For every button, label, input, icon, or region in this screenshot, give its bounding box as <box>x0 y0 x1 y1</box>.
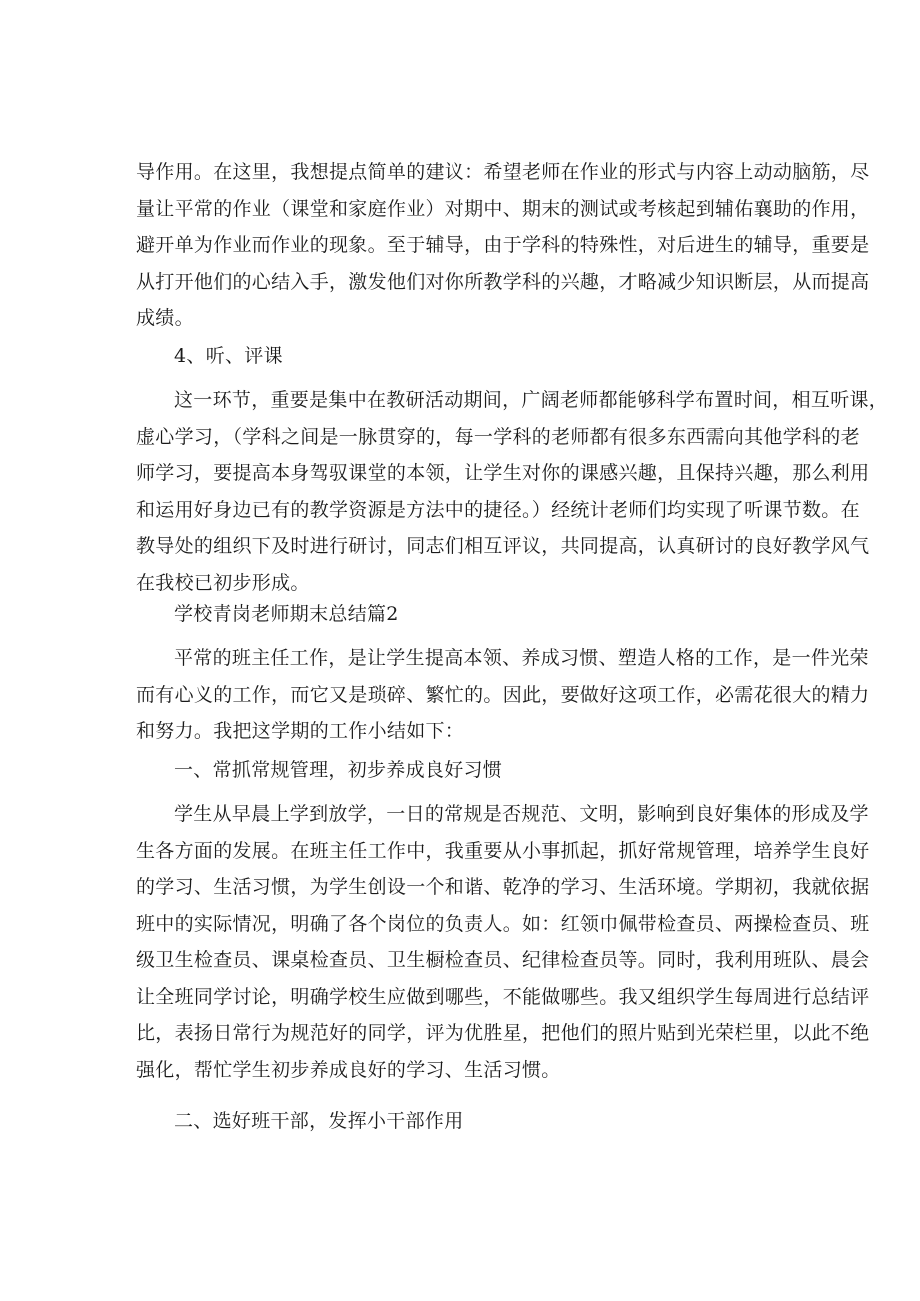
paragraph-lesson-observation <box>136 382 889 601</box>
text-line: 级卫生检查员、课桌检查员、卫生橱检查员、纪律检查员等。同时，我利用班队、晨会 <box>136 949 870 971</box>
text-line: 量让平常的作业（课堂和家庭作业）对期中、期末的测试或考核起到辅佑襄助的作用， <box>136 197 870 220</box>
text-line: 班中的实际情况，明确了各个岗位的负责人。如：红领巾佩带检查员、两操检查员、班 <box>136 912 870 935</box>
paragraph-homework-advice <box>136 154 870 337</box>
text-line: 让全班同学讨论，明确学校生应做到哪些，不能做哪些。我又组织学生每周进行总结评 <box>136 985 870 1008</box>
text-line: 虚心学习，（学科之间是一脉贯穿的，每一学科的老师都有很多东西需向其他学科的老 <box>136 425 860 448</box>
text-line: 这一环节，重要是集中在教研活动期间，广阔老师都能够科学布置时间，相互听课， <box>174 389 889 411</box>
text-line: 避开单为作业而作业的现象。至于辅导，由于学科的特殊性，对后进生的辅导，重要是 <box>136 234 870 256</box>
section-heading: 4、听、评课 <box>174 345 283 367</box>
text-line: 和运用好身边已有的教学资源是方法中的捷径。）经统计老师们均实现了听课节数。在 <box>136 498 860 521</box>
text-line: 平常的班主任工作，是让学生提高本领、养成习惯、塑造人格的工作，是一件光荣 <box>174 647 869 669</box>
text-line: 在我校已初步形成。 <box>136 571 310 594</box>
paragraph-routine-management <box>136 796 870 1088</box>
section-heading: 二、选好班干部，发挥小干部作用 <box>174 1110 464 1132</box>
heading-routine-management <box>136 752 796 789</box>
heading-article-2 <box>136 596 796 633</box>
text-line: 教导处的组织下及时进行研讨，同志们相互评议，共同提高，认真研讨的良好教学风气 <box>136 535 870 557</box>
text-line: 师学习，要提高本身驾驭课堂的本领，让学生对你的课感兴趣，且保持兴趣，那么利用 <box>136 462 870 484</box>
article-title: 学校青岗老师期末总结篇2 <box>174 603 399 625</box>
paragraph-class-teacher-intro <box>136 640 870 750</box>
text-line: 和努力。我把这学期的工作小结如下： <box>136 720 465 742</box>
section-heading: 一、常抓常规管理，初步养成良好习惯 <box>174 759 503 781</box>
text-line: 而有心义的工作，而它又是琐碎、繁忙的。因此，要做好这项工作，必需花很大的精力 <box>136 683 870 706</box>
heading-class-cadres <box>136 1103 796 1140</box>
text-line: 的学习、生活习惯，为学生创设一个和谐、乾净的学习、生活环境。学期初，我就依据 <box>136 876 870 898</box>
text-line: 学生从早晨上学到放学，一日的常规是否规范、文明，影响到良好集体的形成及学 <box>174 803 869 825</box>
text-line: 生各方面的发展。在班主任工作中，我重要从小事抓起，抓好常规管理，培养学生良好 <box>136 839 870 862</box>
text-line: 成绩。 <box>136 307 194 329</box>
text-line: 导作用。在这里，我想提点简单的建议：希望老师在作业的形式与内容上动动脑筋，尽 <box>136 161 870 183</box>
text-line: 强化，帮忙学生初步养成良好的学习、生活习惯。 <box>136 1058 561 1081</box>
heading-listen-evaluate <box>136 338 796 375</box>
text-line: 比，表扬日常行为规范好的同学，评为优胜星，把他们的照片贴到光荣栏里，以此不绝 <box>136 1022 870 1044</box>
text-line: 从打开他们的心结入手，激发他们对你所教学科的兴趣，才略减少知识断层，从而提高 <box>136 270 870 293</box>
